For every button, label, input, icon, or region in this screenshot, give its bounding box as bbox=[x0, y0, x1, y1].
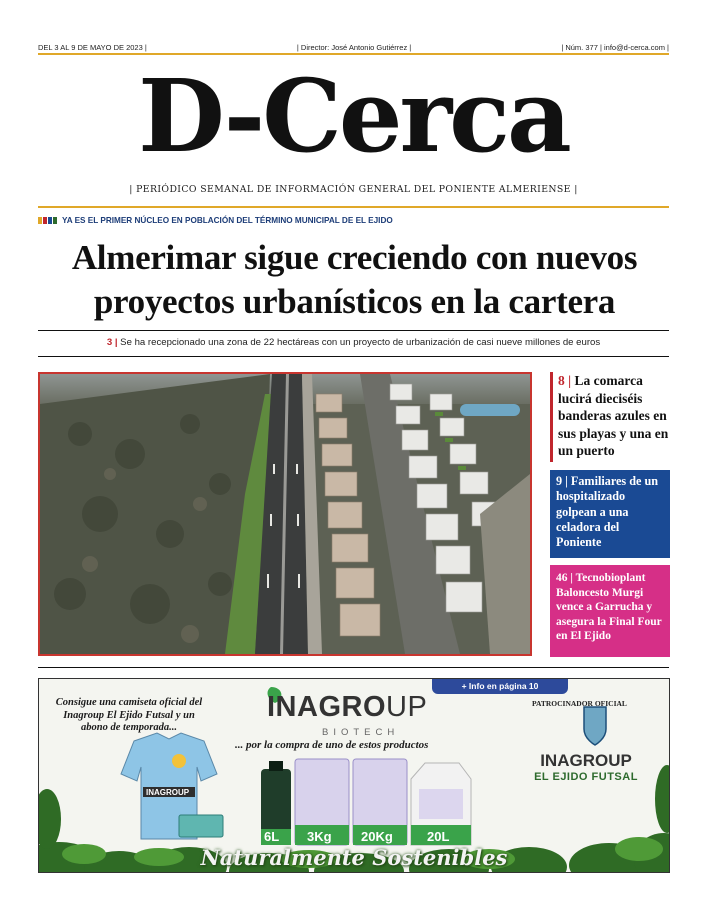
club-name: EL EJIDO FUTSAL bbox=[534, 771, 638, 783]
side-story-text: La comarca lucirá dieciséis banderas azules en sus playas y una en un puerto bbox=[558, 373, 669, 458]
top-info-bar bbox=[38, 41, 669, 53]
product-jug-20l bbox=[411, 763, 471, 845]
product-label-6l: 6L bbox=[264, 829, 280, 844]
svg-text:INAGROUP: INAGROUP bbox=[146, 788, 190, 797]
ad-sponsor-label: PATROCINADOR OFICIAL bbox=[532, 699, 627, 708]
masthead bbox=[38, 56, 669, 176]
ad-compra-text: ... por la compra de uno de estos productos bbox=[235, 739, 429, 751]
club-crest-icon bbox=[584, 707, 606, 745]
headline-line-1: Almerimar sigue creciendo con nuevos bbox=[71, 238, 638, 277]
issue-number-email: | Núm. 377 | info@d-cerca.com | bbox=[561, 42, 669, 52]
side-story-page-ref: 8 | bbox=[558, 373, 572, 388]
side-story-text: Tecnobioplant Baloncesto Murgi vence a Garrucha y asegura la Final Four en El Ejido bbox=[556, 572, 662, 643]
subhead-page-ref: 3 | bbox=[106, 337, 118, 348]
ad-club-logo bbox=[531, 751, 641, 783]
top-gold-rule bbox=[38, 53, 669, 55]
ad-rule bbox=[38, 667, 669, 668]
side-story-banderas-azules[interactable] bbox=[550, 372, 670, 462]
product-bag-3kg bbox=[295, 759, 349, 845]
subhead-text: Se ha recepcionado una zona de 22 hectáreas con un proyecto de urbanización de casi nueve millones de euros bbox=[120, 337, 601, 348]
subhead-rule-top bbox=[38, 330, 669, 331]
side-story-celadora[interactable] bbox=[550, 470, 670, 558]
lead-kicker bbox=[38, 216, 393, 225]
lead-photo-aerial-almerimar[interactable] bbox=[38, 372, 532, 656]
side-story-page-ref: 9 | bbox=[556, 474, 568, 488]
newspaper-logo: D-Cerca bbox=[138, 57, 569, 175]
brand-main: INAGRO bbox=[267, 691, 386, 723]
product-bag-20kg bbox=[353, 759, 407, 845]
side-story-text: Familiares de un hospitalizado golpean a una celadora del Poniente bbox=[556, 474, 658, 550]
director-credit: | Director: José Antonio Gutiérrez | bbox=[296, 42, 412, 52]
lead-headline[interactable] bbox=[30, 236, 679, 324]
subhead-rule-bottom bbox=[38, 356, 669, 357]
lead-subhead bbox=[38, 337, 669, 348]
product-label-3kg: 3Kg bbox=[307, 829, 332, 844]
ad-slogan: Naturalmente Sostenibles bbox=[200, 845, 508, 870]
side-story-baloncesto[interactable] bbox=[550, 565, 670, 657]
masthead-gold-rule bbox=[38, 206, 669, 208]
inagroup-advertisement[interactable] bbox=[38, 678, 670, 873]
ad-info-tag[interactable]: + Info en página 10 bbox=[432, 679, 568, 694]
kicker-squares-icon bbox=[38, 217, 57, 224]
ad-promo-text: Consigue una camiseta oficial del Inagroup El Ejido Futsal y un abono de temporada... bbox=[55, 697, 203, 733]
tagline: | PERIÓDICO SEMANAL DE INFORMACIÓN GENERAL DEL PONIENTE ALMERIENSE | bbox=[129, 184, 578, 195]
ad-biotech: BIOTECH bbox=[322, 727, 400, 738]
issue-date: DEL 3 AL 9 DE MAYO DE 2023 | bbox=[38, 42, 147, 52]
product-label-20l: 20L bbox=[427, 829, 450, 844]
product-bottle-6l bbox=[261, 761, 291, 845]
club-brand: INAGROUP bbox=[540, 751, 632, 770]
brand-up: UP bbox=[386, 691, 428, 723]
side-story-page-ref: 46 | bbox=[556, 572, 573, 584]
headline-line-2: proyectos urbanísticos en la cartera bbox=[93, 282, 616, 321]
product-label-20kg: 20Kg bbox=[361, 829, 393, 844]
aerial-photo-illustration bbox=[40, 374, 530, 654]
ad-brand-logo bbox=[267, 691, 427, 724]
small-product-box-icon bbox=[179, 815, 223, 837]
kicker-text: YA ES EL PRIMER NÚCLEO EN POBLACIÓN DEL TÉRMINO MUNICIPAL DE EL EJIDO bbox=[62, 216, 393, 225]
